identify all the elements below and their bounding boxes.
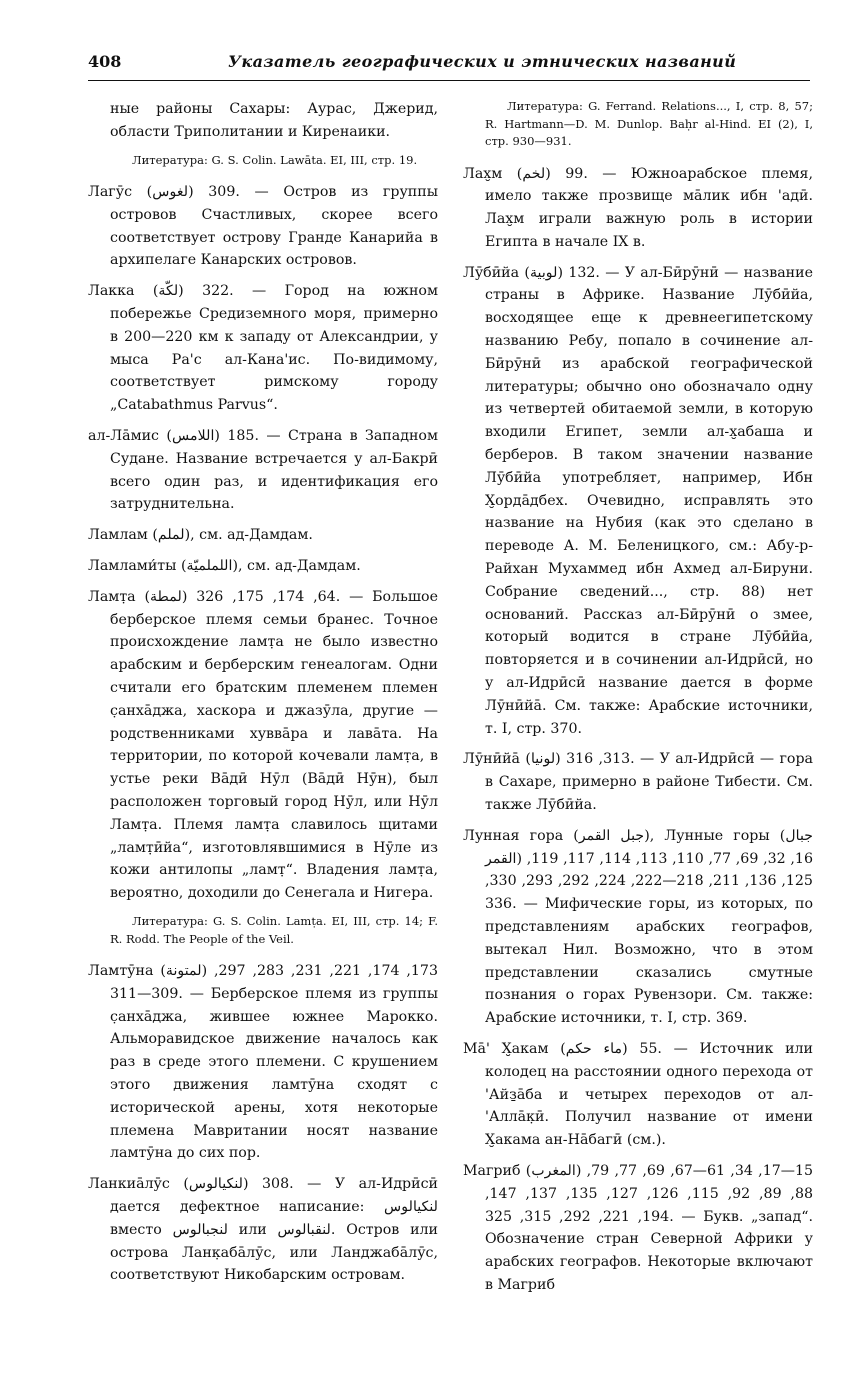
literature-note: Литература: G. Ferrand. Relations..., I, стр. 8, 57; R. Hartmann—D. M. Dunlop. Baḥr al-Hind. EI (2), I, стр. 930—931. — [485, 99, 813, 148]
index-entry: Мā' Х̮акам (ماء حكم) 55. — Источник или колодец на расстоянии одного перехода от 'Айз̱āба и четырех переходов от ал-'Аллāк̣ӣ. Получил название от имени Х̮акама ан-Нāбагӣ (см.). — [463, 1040, 813, 1149]
index-entry: Лакка (لكّة) 322. — Город на южном побережье Средиземного моря, примерно в 200—220 км к западу от Александрии, у мыса Ра'с ал-Кана'ис. По-видимому, соответствует римскому городу „Catabathmus Parvus“. — [88, 283, 438, 414]
index-entry: Ламлами́ты (اللملميّة), см. ад-Дамдам. — [88, 558, 361, 575]
running-header — [88, 50, 810, 81]
literature-note: Литература: G. S. Colin. Lawāta. EI, III, стр. 19. — [132, 152, 418, 167]
index-entry: ал-Лāмис (اللامس) 185. — Страна в Западном Судане. Название встречается у ал-Бакрӣ всего один раз, и идентификация его затруднительна. — [88, 428, 438, 513]
index-entry: Ланкиāлӯс (لنكيالوس) 308. — У ал-Идрӣсӣ дается дефектное написание: لنكيالوس вместо لنجبالوس или لنقبالوس. Остров или острова Ланк̣абāлӯс, или Ланджабāлӯс, соответствуют Никобарским островам. — [88, 1176, 438, 1284]
left-column — [88, 98, 438, 1295]
index-entry: Ламлам (لملم), см. ад-Дамдам. — [88, 527, 313, 544]
index-entry: Лагӯс (لغوس) 309. — Остров из группы островов Счастливых, скорее всего соответствует острову Гранде Канарийа в архипелаге Канарских островов. — [88, 184, 438, 269]
index-entry: Ламтӯна (لمتونة) 173, 174, 221, 231, 283, 297, 309—311. — Берберское племя из группы с̣анхāджа, жившее южнее Марокко. Альморавидское движение началось как раз в среде этого племени. С крушением этого движения ламтӯна сходят с исторической арены, хотя некоторые племена Мавритании носят название ламтӯна до сих пор. — [88, 963, 438, 1162]
right-column — [463, 98, 813, 1305]
index-entry: Магриб (المغرب) 15—17, 34, 61—67, 69, 77, 79, 88, 89, 92, 115, 126, 127, 135, 137, 147, 194, 221, 292, 315, 325. — Букв. „запад“. Обозначение стран Северной Африки у арабских географов. Некоторые включают в Магриб — [463, 1162, 814, 1293]
page-number: 408 — [88, 52, 122, 71]
running-title: Указатель географических и этнических названий — [228, 52, 737, 71]
index-entry: ные районы Сахары: Аурас, Джерид, области Триполитании и Киренаики. — [110, 101, 438, 140]
index-entry: Лунная гора (جبل القمر), Лунные горы (جبال القمر) 16, 32, 69, 77, 110, 113, 114, 117, 119, 125, 136, 211, 218—222, 224, 292, 293, 330, 336. — Мифические горы, из которых, по представлениям арабских географов, вытекал Нил. Возможно, что в этом представлении сказались смутные познания о горах Рувензори. См. также: Арабские источники, т. I, стр. 369. — [463, 827, 814, 1027]
index-entry: Ламт̣а (لمطة) 64, 174, 175, 326. — Большое берберское племя семьи бранес. Точное происхождение ламт̣а не было известно арабским и берберским генеалогам. Одни считали его братским племенем племен с̣анхāджа, хаскора и джазӯла, другие — родственниками хуввāра и лавāта. На территории, по которой кочевали ламт̣а, в устье реки Вāдӣ Нӯл (Вāдӣ Нӯн), был расположен торговый город Нӯл, или Нӯл Ламт̣а. Племя ламт̣а славилось щитами „ламт̣ӣйа“, изготовлявшимися в Нӯле из кожи антилопы „ламт̣“. Владения ламт̣а, вероятно, доходили до Сенегала и Нигера. — [88, 588, 438, 902]
literature-note: Литература: G. S. Colin. Lamṭa. EI, III, стр. 14; F. R. Rodd. The People of the Veil. — [110, 914, 438, 946]
index-entry: Лӯбӣйа (لوبية) 132. — У ал-Бӣрӯнӣ — название страны в Африке. Название Лӯбӣйа, восходящее еще к древнеегипетскому названию Ребу, попало в сочинение ал-Бӣрӯнӣ из арабской географической литературы; обычно оно обозначало одну из четвертей обитаемой земли, в которую входили Египет, земли ал-х̮абаша и берберов. В таком значении название Лӯбӣйа употребляет, например, Ибн Х̮ордāдбех. Очевидно, исправлять это название на Нубия (как это сделано в переводе А. М. Беленицкого, см.: Абу-р-Райхан Мухаммед ибн Ахмед ал-Бируни. Собрание сведений..., стр. 88) нет оснований. Рассказ ал-Бӣрӯнӣ о змее, который водится в стране Лӯбӣйа, повторяется и в сочинении ал-Идрӣсӣ, но у ал-Идрӣсӣ название дается в форме Лӯнӣйā. См. также: Арабские источники, т. I, стр. 370. — [463, 264, 813, 737]
index-entry: Лах̮м (لخم) 99. — Южноарабское племя, имело также прозвище мāлик ибн 'адӣ. Лах̮м играли важную роль в истории Египта в начале IX в. — [463, 165, 814, 250]
index-entry: Лӯнӣйā (لونيا) 313, 316. — У ал-Идрӣсӣ — гора в Сахаре, примерно в районе Тибести. См. также Лӯбӣйа. — [463, 751, 814, 814]
